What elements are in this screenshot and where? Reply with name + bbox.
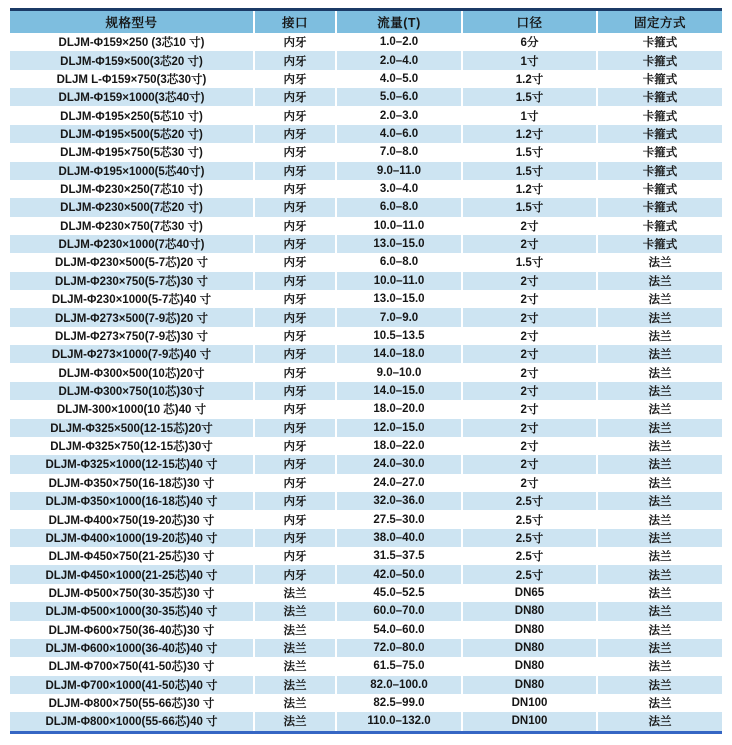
cell-model: DLJM-Φ230×750(7芯30 寸) — [10, 217, 253, 235]
cell-interface: 内牙 — [255, 547, 335, 565]
table-row — [10, 657, 722, 675]
cell-interface: 内牙 — [255, 198, 335, 216]
table-row — [10, 602, 722, 620]
cell-flow: 7.0–8.0 — [337, 143, 461, 161]
cell-model: DLJM-Φ450×750(21-25芯)30 寸 — [10, 547, 253, 565]
cell-model: DLJM-Φ350×750(16-18芯)30 寸 — [10, 474, 253, 492]
cell-flow: 5.0–6.0 — [337, 88, 461, 106]
header-interface: 接口 — [255, 11, 335, 33]
table-row — [10, 382, 722, 400]
cell-interface: 内牙 — [255, 400, 335, 418]
header-mount: 固定方式 — [598, 11, 722, 33]
cell-flow: 18.0–22.0 — [337, 437, 461, 455]
cell-model: DLJM-Φ300×500(10芯)20寸 — [10, 363, 253, 381]
cell-interface: 内牙 — [255, 382, 335, 400]
cell-diameter: 1.2寸 — [463, 70, 596, 88]
cell-flow: 27.5–30.0 — [337, 510, 461, 528]
cell-mount: 卡箍式 — [598, 217, 722, 235]
cell-flow: 38.0–40.0 — [337, 529, 461, 547]
cell-mount: 卡箍式 — [598, 162, 722, 180]
cell-flow: 82.5–99.0 — [337, 694, 461, 712]
header-flow: 流量(T) — [337, 11, 461, 33]
table-header-row — [10, 11, 722, 33]
cell-flow: 4.0–5.0 — [337, 70, 461, 88]
cell-mount: 卡箍式 — [598, 198, 722, 216]
cell-model: DLJM-Φ600×1000(36-40芯)40 寸 — [10, 639, 253, 657]
cell-diameter: 2寸 — [463, 345, 596, 363]
cell-interface: 内牙 — [255, 327, 335, 345]
cell-flow: 13.0–15.0 — [337, 235, 461, 253]
cell-model: DLJM L-Φ159×750(3芯30寸) — [10, 70, 253, 88]
table-row — [10, 290, 722, 308]
cell-mount: 卡箍式 — [598, 106, 722, 124]
table-row — [10, 143, 722, 161]
cell-model: DLJM-300×1000(10 芯)40 寸 — [10, 400, 253, 418]
cell-model: DLJM-Φ195×500(5芯20 寸) — [10, 125, 253, 143]
cell-model: DLJM-Φ325×500(12-15芯)20寸 — [10, 419, 253, 437]
cell-mount: 卡箍式 — [598, 70, 722, 88]
cell-diameter: 2寸 — [463, 437, 596, 455]
cell-interface: 法兰 — [255, 602, 335, 620]
cell-interface: 法兰 — [255, 621, 335, 639]
cell-interface: 内牙 — [255, 235, 335, 253]
cell-flow: 82.0–100.0 — [337, 676, 461, 694]
cell-flow: 54.0–60.0 — [337, 621, 461, 639]
cell-diameter: 2.5寸 — [463, 529, 596, 547]
cell-model: DLJM-Φ450×1000(21-25芯)40 寸 — [10, 565, 253, 583]
cell-flow: 1.0–2.0 — [337, 33, 461, 51]
table-row — [10, 547, 722, 565]
table-row — [10, 253, 722, 271]
cell-mount: 法兰 — [598, 602, 722, 620]
cell-diameter: DN80 — [463, 639, 596, 657]
cell-diameter: 2寸 — [463, 419, 596, 437]
cell-diameter: 2寸 — [463, 235, 596, 253]
cell-flow: 6.0–8.0 — [337, 253, 461, 271]
cell-model: DLJM-Φ159×500(3芯20 寸) — [10, 51, 253, 69]
cell-diameter: 2寸 — [463, 455, 596, 473]
cell-mount: 卡箍式 — [598, 125, 722, 143]
table-row — [10, 33, 722, 51]
cell-interface: 内牙 — [255, 51, 335, 69]
cell-interface: 法兰 — [255, 676, 335, 694]
cell-model: DLJM-Φ230×1000(7芯40寸) — [10, 235, 253, 253]
cell-mount: 卡箍式 — [598, 235, 722, 253]
cell-mount: 法兰 — [598, 400, 722, 418]
cell-mount: 法兰 — [598, 510, 722, 528]
table-row — [10, 51, 722, 69]
cell-mount: 法兰 — [598, 437, 722, 455]
cell-diameter: 2.5寸 — [463, 565, 596, 583]
cell-model: DLJM-Φ273×750(7-9芯)30 寸 — [10, 327, 253, 345]
cell-diameter: DN80 — [463, 621, 596, 639]
cell-interface: 内牙 — [255, 437, 335, 455]
cell-mount: 卡箍式 — [598, 143, 722, 161]
cell-flow: 60.0–70.0 — [337, 602, 461, 620]
cell-flow: 9.0–10.0 — [337, 363, 461, 381]
cell-flow: 10.0–11.0 — [337, 272, 461, 290]
cell-model: DLJM-Φ230×750(5-7芯)30 寸 — [10, 272, 253, 290]
cell-mount: 卡箍式 — [598, 33, 722, 51]
cell-mount: 法兰 — [598, 694, 722, 712]
cell-model: DLJM-Φ195×750(5芯30 寸) — [10, 143, 253, 161]
cell-flow: 10.5–13.5 — [337, 327, 461, 345]
cell-interface: 法兰 — [255, 639, 335, 657]
cell-mount: 法兰 — [598, 474, 722, 492]
cell-diameter: 2寸 — [463, 474, 596, 492]
cell-model: DLJM-Φ325×750(12-15芯)30寸 — [10, 437, 253, 455]
cell-interface: 内牙 — [255, 363, 335, 381]
cell-flow: 13.0–15.0 — [337, 290, 461, 308]
cell-model: DLJM-Φ700×1000(41-50芯)40 寸 — [10, 676, 253, 694]
cell-mount: 法兰 — [598, 712, 722, 730]
cell-interface: 内牙 — [255, 143, 335, 161]
cell-model: DLJM-Φ159×1000(3芯40寸) — [10, 88, 253, 106]
cell-interface: 内牙 — [255, 33, 335, 51]
table-row — [10, 363, 722, 381]
cell-diameter: 1.5寸 — [463, 162, 596, 180]
cell-flow: 10.0–11.0 — [337, 217, 461, 235]
table-row — [10, 272, 722, 290]
cell-mount: 法兰 — [598, 363, 722, 381]
table-row — [10, 437, 722, 455]
table-row — [10, 308, 722, 326]
cell-diameter: DN65 — [463, 584, 596, 602]
cell-flow: 42.0–50.0 — [337, 565, 461, 583]
cell-interface: 内牙 — [255, 106, 335, 124]
table-row — [10, 400, 722, 418]
cell-flow: 7.0–9.0 — [337, 308, 461, 326]
table-row — [10, 70, 722, 88]
cell-diameter: 2寸 — [463, 327, 596, 345]
cell-model: DLJM-Φ400×750(19-20芯)30 寸 — [10, 510, 253, 528]
cell-diameter: 1.2寸 — [463, 180, 596, 198]
cell-diameter: DN80 — [463, 657, 596, 675]
spec-table — [10, 8, 722, 734]
cell-mount: 法兰 — [598, 529, 722, 547]
cell-model: DLJM-Φ230×500(7芯20 寸) — [10, 198, 253, 216]
cell-model: DLJM-Φ500×750(30-35芯)30 寸 — [10, 584, 253, 602]
cell-diameter: 2寸 — [463, 272, 596, 290]
table-row — [10, 529, 722, 547]
cell-mount: 法兰 — [598, 639, 722, 657]
cell-flow: 2.0–3.0 — [337, 106, 461, 124]
cell-flow: 18.0–20.0 — [337, 400, 461, 418]
cell-flow: 31.5–37.5 — [337, 547, 461, 565]
table-row — [10, 106, 722, 124]
cell-model: DLJM-Φ800×1000(55-66芯)40 寸 — [10, 712, 253, 730]
table-row — [10, 180, 722, 198]
cell-mount: 法兰 — [598, 419, 722, 437]
table-row — [10, 676, 722, 694]
cell-mount: 法兰 — [598, 621, 722, 639]
cell-model: DLJM-Φ325×1000(12-15芯)40 寸 — [10, 455, 253, 473]
cell-flow: 24.0–30.0 — [337, 455, 461, 473]
cell-interface: 内牙 — [255, 253, 335, 271]
table-row — [10, 345, 722, 363]
cell-diameter: DN100 — [463, 712, 596, 730]
cell-diameter: 1寸 — [463, 106, 596, 124]
table-row — [10, 694, 722, 712]
cell-diameter: 2寸 — [463, 382, 596, 400]
cell-interface: 内牙 — [255, 70, 335, 88]
cell-interface: 内牙 — [255, 529, 335, 547]
cell-flow: 110.0–132.0 — [337, 712, 461, 730]
cell-mount: 法兰 — [598, 584, 722, 602]
cell-flow: 4.0–6.0 — [337, 125, 461, 143]
cell-diameter: 2.5寸 — [463, 492, 596, 510]
cell-mount: 卡箍式 — [598, 180, 722, 198]
cell-model: DLJM-Φ700×750(41-50芯)30 寸 — [10, 657, 253, 675]
cell-interface: 内牙 — [255, 290, 335, 308]
table-row — [10, 455, 722, 473]
cell-diameter: 1.5寸 — [463, 253, 596, 271]
cell-mount: 法兰 — [598, 253, 722, 271]
cell-model: DLJM-Φ195×1000(5芯40寸) — [10, 162, 253, 180]
cell-model: DLJM-Φ600×750(36-40芯)30 寸 — [10, 621, 253, 639]
cell-mount: 法兰 — [598, 657, 722, 675]
cell-interface: 法兰 — [255, 657, 335, 675]
cell-flow: 14.0–15.0 — [337, 382, 461, 400]
table-row — [10, 492, 722, 510]
table-body — [10, 33, 722, 731]
table-row — [10, 712, 722, 730]
cell-interface: 内牙 — [255, 474, 335, 492]
cell-model: DLJM-Φ195×250(5芯10 寸) — [10, 106, 253, 124]
cell-diameter: 1.2寸 — [463, 125, 596, 143]
cell-diameter: 2寸 — [463, 217, 596, 235]
cell-model: DLJM-Φ230×500(5-7芯)20 寸 — [10, 253, 253, 271]
cell-interface: 内牙 — [255, 180, 335, 198]
cell-mount: 法兰 — [598, 290, 722, 308]
cell-interface: 内牙 — [255, 162, 335, 180]
cell-flow: 3.0–4.0 — [337, 180, 461, 198]
cell-diameter: 2.5寸 — [463, 510, 596, 528]
cell-mount: 卡箍式 — [598, 88, 722, 106]
cell-model: DLJM-Φ230×250(7芯10 寸) — [10, 180, 253, 198]
table-row — [10, 125, 722, 143]
table-row — [10, 327, 722, 345]
cell-flow: 72.0–80.0 — [337, 639, 461, 657]
table-row — [10, 584, 722, 602]
cell-model: DLJM-Φ800×750(55-66芯)30 寸 — [10, 694, 253, 712]
cell-flow: 14.0–18.0 — [337, 345, 461, 363]
cell-diameter: 2寸 — [463, 363, 596, 381]
cell-flow: 9.0–11.0 — [337, 162, 461, 180]
cell-flow: 6.0–8.0 — [337, 198, 461, 216]
cell-diameter: DN80 — [463, 602, 596, 620]
table-row — [10, 510, 722, 528]
cell-mount: 法兰 — [598, 272, 722, 290]
cell-diameter: 2寸 — [463, 290, 596, 308]
cell-model: DLJM-Φ230×1000(5-7芯)40 寸 — [10, 290, 253, 308]
table-row — [10, 198, 722, 216]
cell-mount: 法兰 — [598, 308, 722, 326]
cell-interface: 内牙 — [255, 88, 335, 106]
cell-diameter: 2寸 — [463, 308, 596, 326]
cell-mount: 法兰 — [598, 455, 722, 473]
cell-model: DLJM-Φ500×1000(30-35芯)40 寸 — [10, 602, 253, 620]
table-bottom-border — [10, 731, 722, 734]
cell-interface: 内牙 — [255, 510, 335, 528]
cell-mount: 法兰 — [598, 676, 722, 694]
cell-diameter: 1.5寸 — [463, 88, 596, 106]
cell-interface: 内牙 — [255, 217, 335, 235]
cell-model: DLJM-Φ300×750(10芯)30寸 — [10, 382, 253, 400]
cell-interface: 内牙 — [255, 492, 335, 510]
cell-diameter: 2寸 — [463, 400, 596, 418]
cell-interface: 法兰 — [255, 712, 335, 730]
cell-model: DLJM-Φ350×1000(16-18芯)40 寸 — [10, 492, 253, 510]
cell-interface: 内牙 — [255, 308, 335, 326]
cell-flow: 32.0–36.0 — [337, 492, 461, 510]
table-row — [10, 419, 722, 437]
cell-mount: 法兰 — [598, 547, 722, 565]
cell-flow: 12.0–15.0 — [337, 419, 461, 437]
table-row — [10, 88, 722, 106]
cell-diameter: 1.5寸 — [463, 198, 596, 216]
cell-mount: 法兰 — [598, 492, 722, 510]
cell-flow: 61.5–75.0 — [337, 657, 461, 675]
cell-interface: 内牙 — [255, 565, 335, 583]
table-row — [10, 621, 722, 639]
cell-diameter: 1寸 — [463, 51, 596, 69]
cell-interface: 内牙 — [255, 272, 335, 290]
cell-diameter: DN80 — [463, 676, 596, 694]
cell-diameter: 2.5寸 — [463, 547, 596, 565]
header-model: 规格型号 — [10, 11, 253, 33]
cell-interface: 内牙 — [255, 125, 335, 143]
cell-model: DLJM-Φ273×500(7-9芯)20 寸 — [10, 308, 253, 326]
cell-interface: 内牙 — [255, 419, 335, 437]
cell-flow: 2.0–4.0 — [337, 51, 461, 69]
cell-mount: 法兰 — [598, 565, 722, 583]
cell-interface: 内牙 — [255, 455, 335, 473]
cell-flow: 45.0–52.5 — [337, 584, 461, 602]
table-row — [10, 474, 722, 492]
cell-diameter: 6分 — [463, 33, 596, 51]
cell-model: DLJM-Φ159×250 (3芯10 寸) — [10, 33, 253, 51]
table-row — [10, 217, 722, 235]
cell-diameter: DN100 — [463, 694, 596, 712]
table-row — [10, 162, 722, 180]
cell-model: DLJM-Φ400×1000(19-20芯)40 寸 — [10, 529, 253, 547]
cell-mount: 卡箍式 — [598, 51, 722, 69]
cell-mount: 法兰 — [598, 327, 722, 345]
cell-interface: 内牙 — [255, 345, 335, 363]
table-row — [10, 639, 722, 657]
table-row — [10, 565, 722, 583]
cell-diameter: 1.5寸 — [463, 143, 596, 161]
cell-interface: 法兰 — [255, 584, 335, 602]
table-row — [10, 235, 722, 253]
cell-mount: 法兰 — [598, 345, 722, 363]
cell-interface: 法兰 — [255, 694, 335, 712]
cell-flow: 24.0–27.0 — [337, 474, 461, 492]
header-diameter: 口径 — [463, 11, 596, 33]
cell-mount: 法兰 — [598, 382, 722, 400]
cell-model: DLJM-Φ273×1000(7-9芯)40 寸 — [10, 345, 253, 363]
